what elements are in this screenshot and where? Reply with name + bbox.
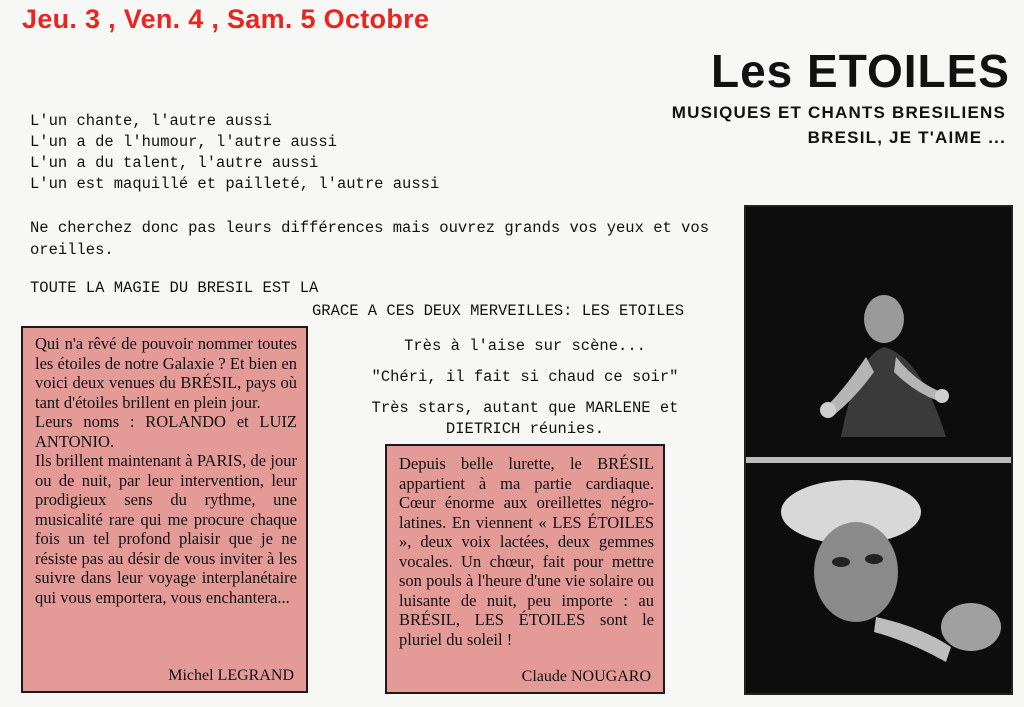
quote-signature: Michel LEGRAND — [168, 666, 294, 684]
performers-photo — [744, 205, 1013, 695]
performers-illustration — [746, 207, 1011, 693]
quote-legrand — [21, 326, 308, 693]
center-line-4: DIETRICH réunies. — [445, 420, 605, 438]
quote-text: Ils brillent maintenant à PARIS, de jour ou de nuit, par leur intervention, leur prodigieux sens du rythme, une musicalité rare qui me procure chaque fois un tel profond plaisir que je ne résiste pas au désir de vous inviter à les suivre dans leur voyage interplanétaire qui vous emportera, vous enchantera... — [35, 451, 297, 607]
performance-dates: Jeu. 3 , Ven. 4 , Sam. 5 Octobre — [22, 4, 430, 34]
center-line-1: Très à l'aise sur scène... — [404, 337, 646, 355]
quote-nougaro — [385, 444, 665, 694]
magic-line-1: TOUTE LA MAGIE DU BRESIL EST LA — [30, 279, 319, 297]
show-title: Les ETOILES — [710, 45, 1010, 97]
poem-line: L'un est maquillé et pailleté, l'autre aussi — [30, 175, 440, 193]
photo-divider — [746, 457, 1011, 463]
quote-text: Qui n'a rêvé de pouvoir nommer toutes les étoiles de notre Galaxie ? Et bien en voici deux venues du BRÉSIL, pays où tant d'étoiles brillent en plein jour. — [35, 334, 297, 412]
subtitle-line-2: BRESIL, JE T'AIME ... — [807, 128, 1006, 147]
magic-line-2: GRACE A CES DEUX MERVEILLES: LES ETOILES — [312, 302, 685, 320]
intro-paragraph: Ne cherchez donc pas leurs différences mais ouvrez grands vos yeux et vos oreilles. — [30, 219, 710, 259]
show-subtitle — [672, 100, 1006, 150]
quote-text: Depuis belle lurette, le BRÉSIL appartient à ma partie cardiaque. Cœur énorme aux oreillettes négro-latines. En viennent « LES ÉTOILES », deux voix lactées, deux gemmes vocales. Un chœur, fait pour mettre son pouls à l'heure d'une vie solaire ou luisante de nuit, peu importe : au BRÉSIL, LES ÉTOILES sont le pluriel du soleil ! — [399, 454, 654, 649]
poem-line: L'un chante, l'autre aussi — [30, 112, 272, 130]
subtitle-line-1: MUSIQUES ET CHANTS BRESILIENS — [671, 103, 1006, 122]
poem-line: L'un a du talent, l'autre aussi — [30, 154, 319, 172]
center-line-2: "Chéri, il fait si chaud ce soir" — [371, 368, 679, 386]
poem — [30, 111, 439, 195]
quote-signature: Claude NOUGARO — [521, 667, 651, 685]
quote-text: Leurs noms : ROLANDO et LUIZ ANTONIO. — [35, 412, 297, 451]
center-line-3: Très stars, autant que MARLENE et — [371, 399, 679, 417]
poem-line: L'un a de l'humour, l'autre aussi — [30, 133, 337, 151]
